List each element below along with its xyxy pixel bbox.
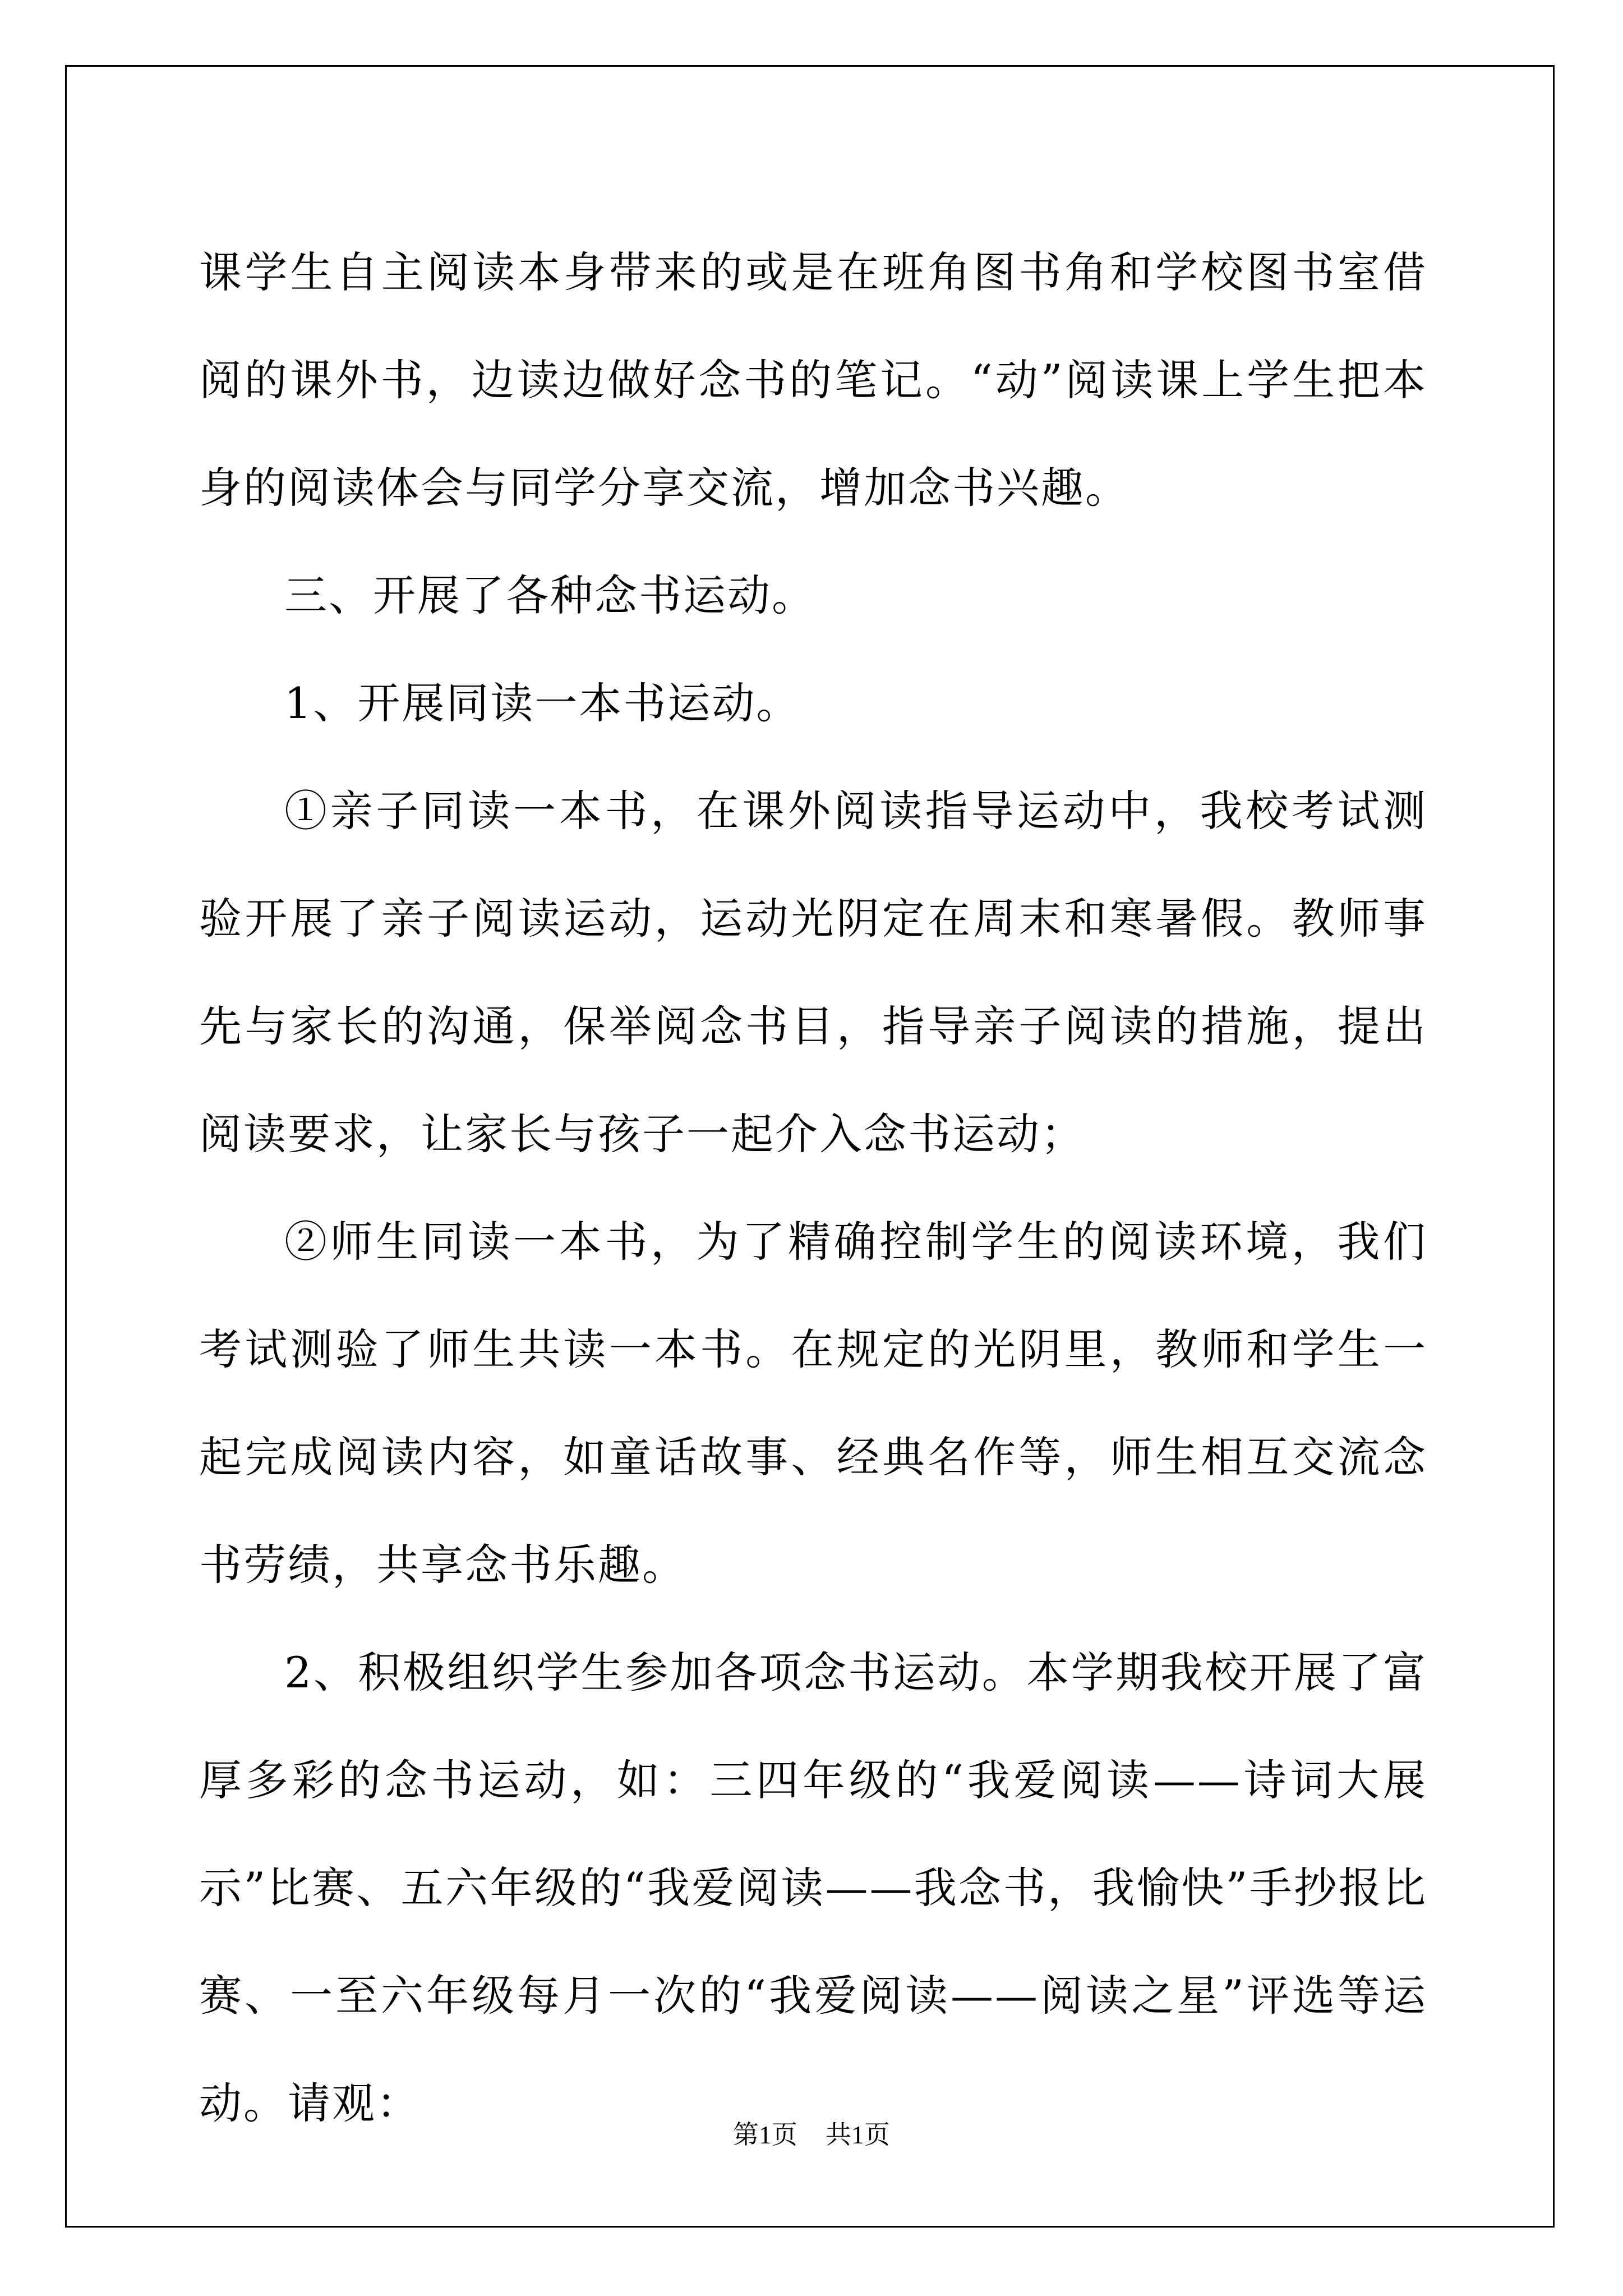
page-total: 共1页 bbox=[826, 2120, 890, 2149]
paragraph-reading-activities: 2、积极组织学生参加各项念书运动。本学期我校开展了富厚多彩的念书运动，如：三四年级的“我爱阅读——诗词大展示”比赛、五六年级的“我爱阅读——我念书，我愉快”手抄报比赛、一至六年级每月一次的“我爱阅读——阅读之星”评选等运动。请观： bbox=[199, 1648, 1427, 2128]
page-number: 第1页 bbox=[733, 2120, 797, 2149]
document-body bbox=[199, 219, 1427, 2157]
page-footer bbox=[0, 2118, 1623, 2152]
paragraph-1: 课学生自主阅读本身带来的或是在班角图书角和学校图书室借阅的课外书，边读边做好念书的笔记。“动”阅读课上学生把本身的阅读体会与同学分享交流，增加念书兴趣。 bbox=[199, 247, 1427, 513]
paragraph-item-1-heading: 1、开展同读一本书运动。 bbox=[284, 678, 801, 728]
paragraph-parent-child-reading: ①亲子同读一本书，在课外阅读指导运动中，我校考试测验开展了亲子阅读运动，运动光阴定在周末和寒暑假。教师事先与家长的沟通，保举阅念书目，指导亲子阅读的措施，提出阅读要求，让家长与孩子一起介入念书运动； bbox=[199, 786, 1427, 1159]
paragraph-teacher-student-reading: ②师生同读一本书，为了精确控制学生的阅读环境，我们考试测验了师生共读一本书。在规定的光阴里，教师和学生一起完成阅读内容，如童话故事、经典名作等，师生相互交流念书劳绩，共享念书乐趣。 bbox=[199, 1217, 1427, 1590]
paragraph-section-heading: 三、开展了各种念书运动。 bbox=[284, 570, 816, 620]
